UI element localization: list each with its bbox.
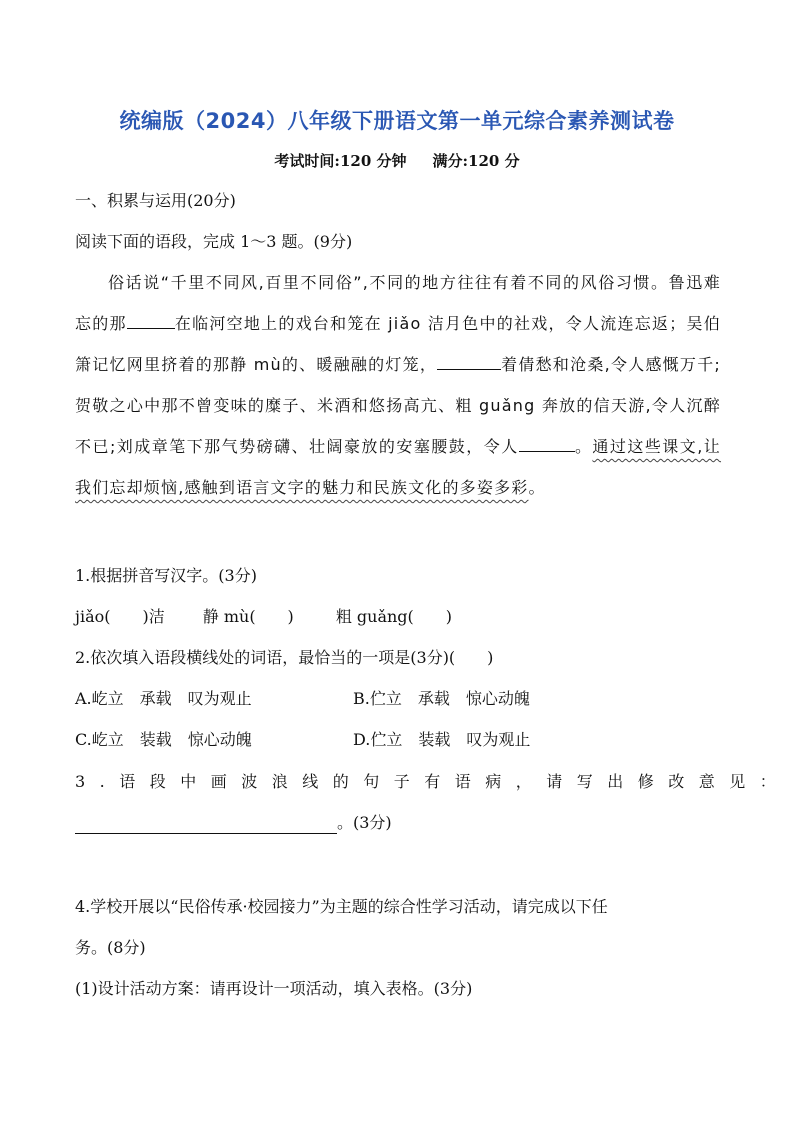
q4-stem-line-1: 4.学校开展以“民俗传承·校园接力”为主题的综合性学习活动，请完成以下任 (75, 897, 608, 916)
q1-item-1[interactable]: jiǎo( )洁 (75, 607, 165, 626)
exam-meta (0, 150, 794, 171)
blank-1[interactable] (127, 312, 175, 329)
q3-answer-line[interactable] (75, 815, 337, 834)
q2-option-a[interactable]: A.屹立 承载 叹为观止 (75, 689, 252, 708)
reading-passage (75, 262, 721, 508)
q1-item-2[interactable]: 静 mù( ) (202, 607, 294, 626)
q2-option-d[interactable]: D.伫立 装载 叹为观止 (353, 730, 531, 749)
blank-2[interactable] (437, 353, 501, 370)
q1-stem: 1.根据拼音写汉字。(3分) (75, 566, 257, 585)
section-heading: 一、积累与运用(20分) (75, 191, 236, 210)
q2-options-row-2 (75, 729, 530, 751)
q3-tail: 。(3分) (337, 813, 392, 832)
q2-option-c[interactable]: C.屹立 装载 惊心动魄 (75, 730, 252, 749)
passage-text-3: 着倩愁和沧桑,令人感慨万千;贺敬之心中那不曾变味的糜子、米酒和悠扬高亢、粗 guǎng 奔放的信天游,令人沉醉不已;刘成章笔下那气势磅礴、壮阔豪放的安塞腰鼓，令人 (75, 355, 722, 456)
wavy-underlined-sentence: 通过这些课文,让我们忘却烦恼,感触到语言文字的魅力和民族文化的多姿多彩 (75, 437, 722, 497)
q3-answer-row (75, 812, 392, 834)
q4-sub-question-1: (1)设计活动方案：请再设计一项活动，填入表格。(3分) (75, 979, 473, 998)
section-instruction: 阅读下面的语段，完成 1～3 题。(9分) (75, 232, 353, 251)
blank-3[interactable] (519, 435, 575, 452)
q4-stem-line-2: 务。(8分) (75, 938, 146, 957)
passage-end: 。 (528, 478, 546, 497)
passage-text-4: 。 (574, 437, 593, 456)
q2-option-b[interactable]: B.伫立 承载 惊心动魄 (353, 689, 530, 708)
q3-stem: 3.语段中画波浪线的句子有语病，请写出修改意见： (75, 772, 791, 791)
q2-stem: 2.依次填入语段横线处的词语，最恰当的一项是(3分)( ) (75, 648, 494, 667)
exam-time: 考试时间:120 分钟 (274, 152, 407, 170)
full-score: 满分:120 分 (432, 152, 520, 170)
passage-text-2: 在临河空地上的戏台和笼在 jiǎo 洁月色中的社戏，令人流连忘返；吴伯箫记忆网里挤着的那静 mù的、暖融融的灯笼， (75, 314, 721, 374)
exam-title: 统编版（2024）八年级下册语文第一单元综合素养测试卷 (119, 109, 675, 133)
q1-item-3[interactable]: 粗 guǎng( ) (335, 607, 453, 626)
q2-options-row-1 (75, 688, 530, 710)
q1-items (75, 606, 452, 628)
passage-text-1: 俗话说“千里不同风,百里不同俗”,不同的地方往往有着不同的风俗习惯。鲁迅难忘的那 (75, 273, 721, 333)
